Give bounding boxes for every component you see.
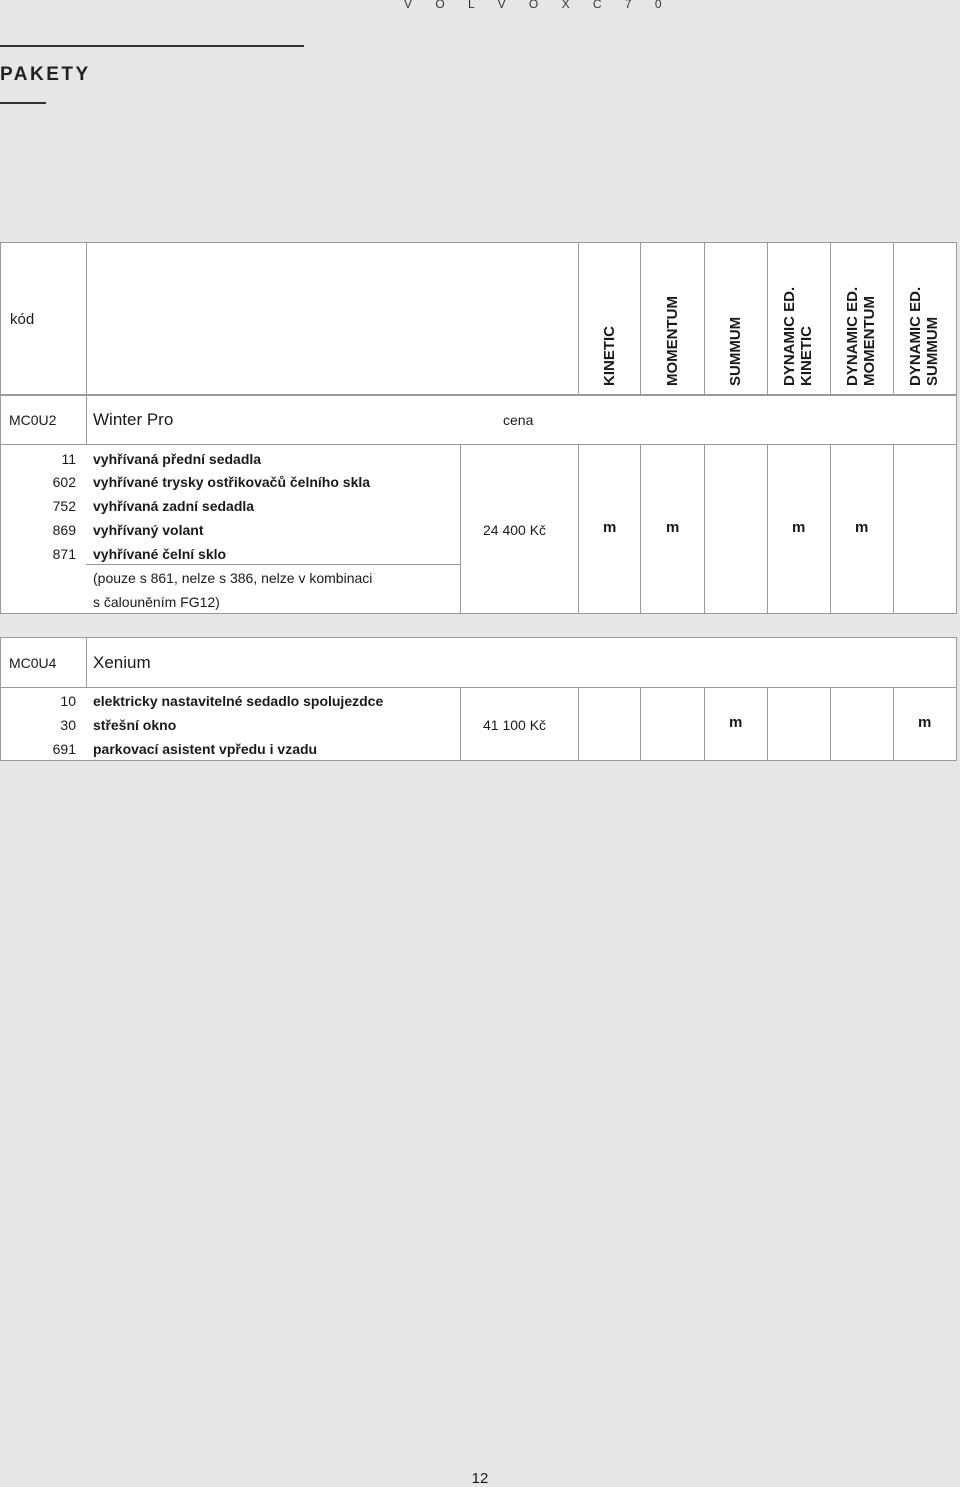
code-column-label: kód: [10, 311, 35, 328]
divider: [86, 242, 87, 395]
divider: [893, 242, 894, 395]
divider: [704, 444, 705, 614]
package-name: Winter Pro: [93, 410, 174, 429]
divider: [767, 444, 768, 614]
divider: [830, 444, 831, 614]
item-code: 752: [52, 498, 76, 514]
price-label: cena: [503, 412, 534, 428]
item-code: 602: [52, 474, 76, 490]
divider: [578, 687, 579, 761]
package-code: MC0U4: [9, 655, 57, 671]
item-description: vyhřívaná zadní sedadla: [93, 498, 255, 514]
divider: [578, 444, 579, 614]
item-code: 11: [61, 451, 76, 467]
column-header-dynamic-momentum: DYNAMIC ED. MOMENTUM: [844, 286, 878, 386]
item-code: 871: [52, 546, 76, 562]
divider: [0, 687, 957, 688]
item-description: vyhřívané trysky ostřikovačů čelního skla: [93, 474, 371, 490]
package-note: s čalouněním FG12): [93, 594, 220, 610]
divider: [640, 687, 641, 761]
divider: [0, 444, 957, 445]
divider: [893, 444, 894, 614]
column-header-momentum: MOMENTUM: [664, 296, 681, 386]
item-description: elektricky nastavitelné sedadlo spolujezdce: [93, 693, 384, 709]
item-description: vyhřívané čelní sklo: [93, 546, 227, 562]
divider: [86, 637, 87, 687]
divider: [893, 687, 894, 761]
column-header-summum: SUMMUM: [727, 316, 744, 386]
brand-header: V O L V O X C 7 0: [404, 0, 672, 11]
availability-mark: m: [918, 714, 932, 731]
page-number: 12: [471, 1470, 489, 1487]
column-header-dynamic-summum: DYNAMIC ED. SUMMUM: [907, 286, 941, 386]
divider: [830, 687, 831, 761]
divider: [460, 687, 461, 761]
divider: [767, 242, 768, 395]
divider: [86, 395, 87, 444]
column-header-dynamic-kinetic: DYNAMIC ED. KINETIC: [781, 286, 815, 386]
item-description: střešní okno: [93, 717, 177, 733]
availability-mark: m: [729, 714, 743, 731]
package-name: Xenium: [93, 653, 151, 672]
item-code: 691: [52, 741, 76, 757]
package-price: 41 100 Kč: [483, 717, 547, 733]
item-description: parkovací asistent vpředu i vzadu: [93, 741, 318, 757]
divider: [640, 444, 641, 614]
page-title: PAKETY: [0, 64, 91, 85]
item-description: vyhřívaná přední sedadla: [93, 451, 262, 467]
divider: [767, 687, 768, 761]
package-price: 24 400 Kč: [483, 522, 547, 538]
item-code: 30: [60, 717, 76, 733]
availability-mark: m: [855, 519, 869, 536]
item-description: vyhřívaný volant: [93, 522, 204, 538]
divider: [578, 242, 579, 395]
divider: [830, 242, 831, 395]
column-header-kinetic: KINETIC: [601, 326, 618, 386]
divider: [86, 564, 460, 565]
package-code: MC0U2: [9, 412, 57, 428]
divider: [460, 444, 461, 614]
availability-mark: m: [603, 519, 617, 536]
availability-mark: m: [666, 519, 680, 536]
divider: [640, 242, 641, 395]
item-code: 869: [52, 522, 76, 538]
divider: [704, 242, 705, 395]
availability-mark: m: [792, 519, 806, 536]
top-rule: [0, 45, 304, 47]
divider: [704, 687, 705, 761]
title-underline: [0, 102, 46, 104]
item-code: 10: [60, 693, 76, 709]
package-note: (pouze s 861, nelze s 386, nelze v kombinaci: [93, 570, 373, 586]
